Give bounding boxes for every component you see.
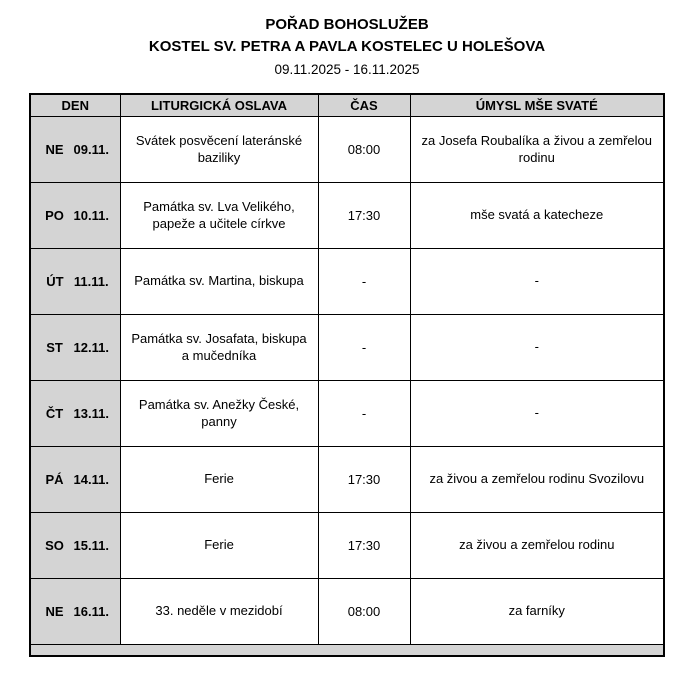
celebration-cell: Památka sv. Martina, biskupa <box>120 248 318 314</box>
celebration-cell: Památka sv. Lva Velikého, papeže a učitele církve <box>120 182 318 248</box>
intention-cell: mše svatá a katecheze <box>410 182 664 248</box>
table-row <box>30 512 664 578</box>
table-row <box>30 380 664 446</box>
intention-cell: - <box>410 314 664 380</box>
column-header-cas: ČAS <box>318 94 410 116</box>
day-cell <box>30 116 120 182</box>
day-abbr: PO <box>45 207 64 223</box>
celebration-cell: Památka sv. Josafata, biskupa a mučedníka <box>120 314 318 380</box>
day-abbr: PÁ <box>45 471 64 487</box>
date-range: 09.11.2025 - 16.11.2025 <box>274 61 420 77</box>
day-date: 15.11. <box>73 537 109 553</box>
table-row <box>30 578 664 644</box>
celebration-cell: Ferie <box>120 446 318 512</box>
day-abbr: NE <box>45 603 64 619</box>
intention-cell: - <box>410 248 664 314</box>
table-header-row <box>30 94 664 116</box>
day-date: 11.11. <box>73 273 109 289</box>
time-cell: 08:00 <box>318 578 410 644</box>
day-abbr: ST <box>46 339 63 355</box>
time-cell: - <box>318 380 410 446</box>
day-cell <box>30 512 120 578</box>
intention-cell: za farníky <box>410 578 664 644</box>
schedule-table <box>29 93 665 657</box>
table-row <box>30 182 664 248</box>
intention-cell: za živou a zemřelou rodinu Svozilovu <box>410 446 664 512</box>
table-row <box>30 248 664 314</box>
day-abbr: NE <box>45 141 64 157</box>
column-header-umysl: ÚMYSL MŠE SVATÉ <box>410 94 664 116</box>
time-cell: 17:30 <box>318 446 410 512</box>
day-date: 16.11. <box>73 603 109 619</box>
intention-cell: za Josefa Roubalíka a živou a zemřelou rodinu <box>410 116 664 182</box>
time-cell: 08:00 <box>318 116 410 182</box>
page-subtitle: KOSTEL SV. PETRA A PAVLA KOSTELEC U HOLEŠOVA <box>148 37 546 55</box>
day-date: 09.11. <box>73 141 109 157</box>
celebration-cell: Ferie <box>120 512 318 578</box>
table-footer-strip <box>30 644 664 656</box>
day-cell <box>30 182 120 248</box>
table-row <box>30 116 664 182</box>
day-cell <box>30 380 120 446</box>
time-cell: 17:30 <box>318 182 410 248</box>
celebration-cell: 33. neděle v mezidobí <box>120 578 318 644</box>
day-abbr: ČT <box>45 405 64 421</box>
footer-strip-cell <box>30 644 664 656</box>
day-date: 14.11. <box>73 471 109 487</box>
day-date: 10.11. <box>73 207 109 223</box>
day-date: 13.11. <box>73 405 109 421</box>
day-abbr: SO <box>45 537 64 553</box>
table-row <box>30 314 664 380</box>
day-cell <box>30 578 120 644</box>
day-cell <box>30 248 120 314</box>
column-header-den: DEN <box>30 94 120 116</box>
intention-cell: - <box>410 380 664 446</box>
celebration-cell: Památka sv. Anežky České, panny <box>120 380 318 446</box>
column-header-liturgicka-oslava: LITURGICKÁ OSLAVA <box>120 94 318 116</box>
day-abbr: ÚT <box>46 273 64 289</box>
document-header <box>0 14 694 79</box>
time-cell: - <box>318 314 410 380</box>
celebration-cell: Svátek posvěcení lateránské baziliky <box>120 116 318 182</box>
time-cell: 17:30 <box>318 512 410 578</box>
day-date: 12.11. <box>73 339 109 355</box>
day-cell <box>30 314 120 380</box>
time-cell: - <box>318 248 410 314</box>
intention-cell: za živou a zemřelou rodinu <box>410 512 664 578</box>
page-title: POŘAD BOHOSLUŽEB <box>265 16 429 33</box>
day-cell <box>30 446 120 512</box>
table-row <box>30 446 664 512</box>
